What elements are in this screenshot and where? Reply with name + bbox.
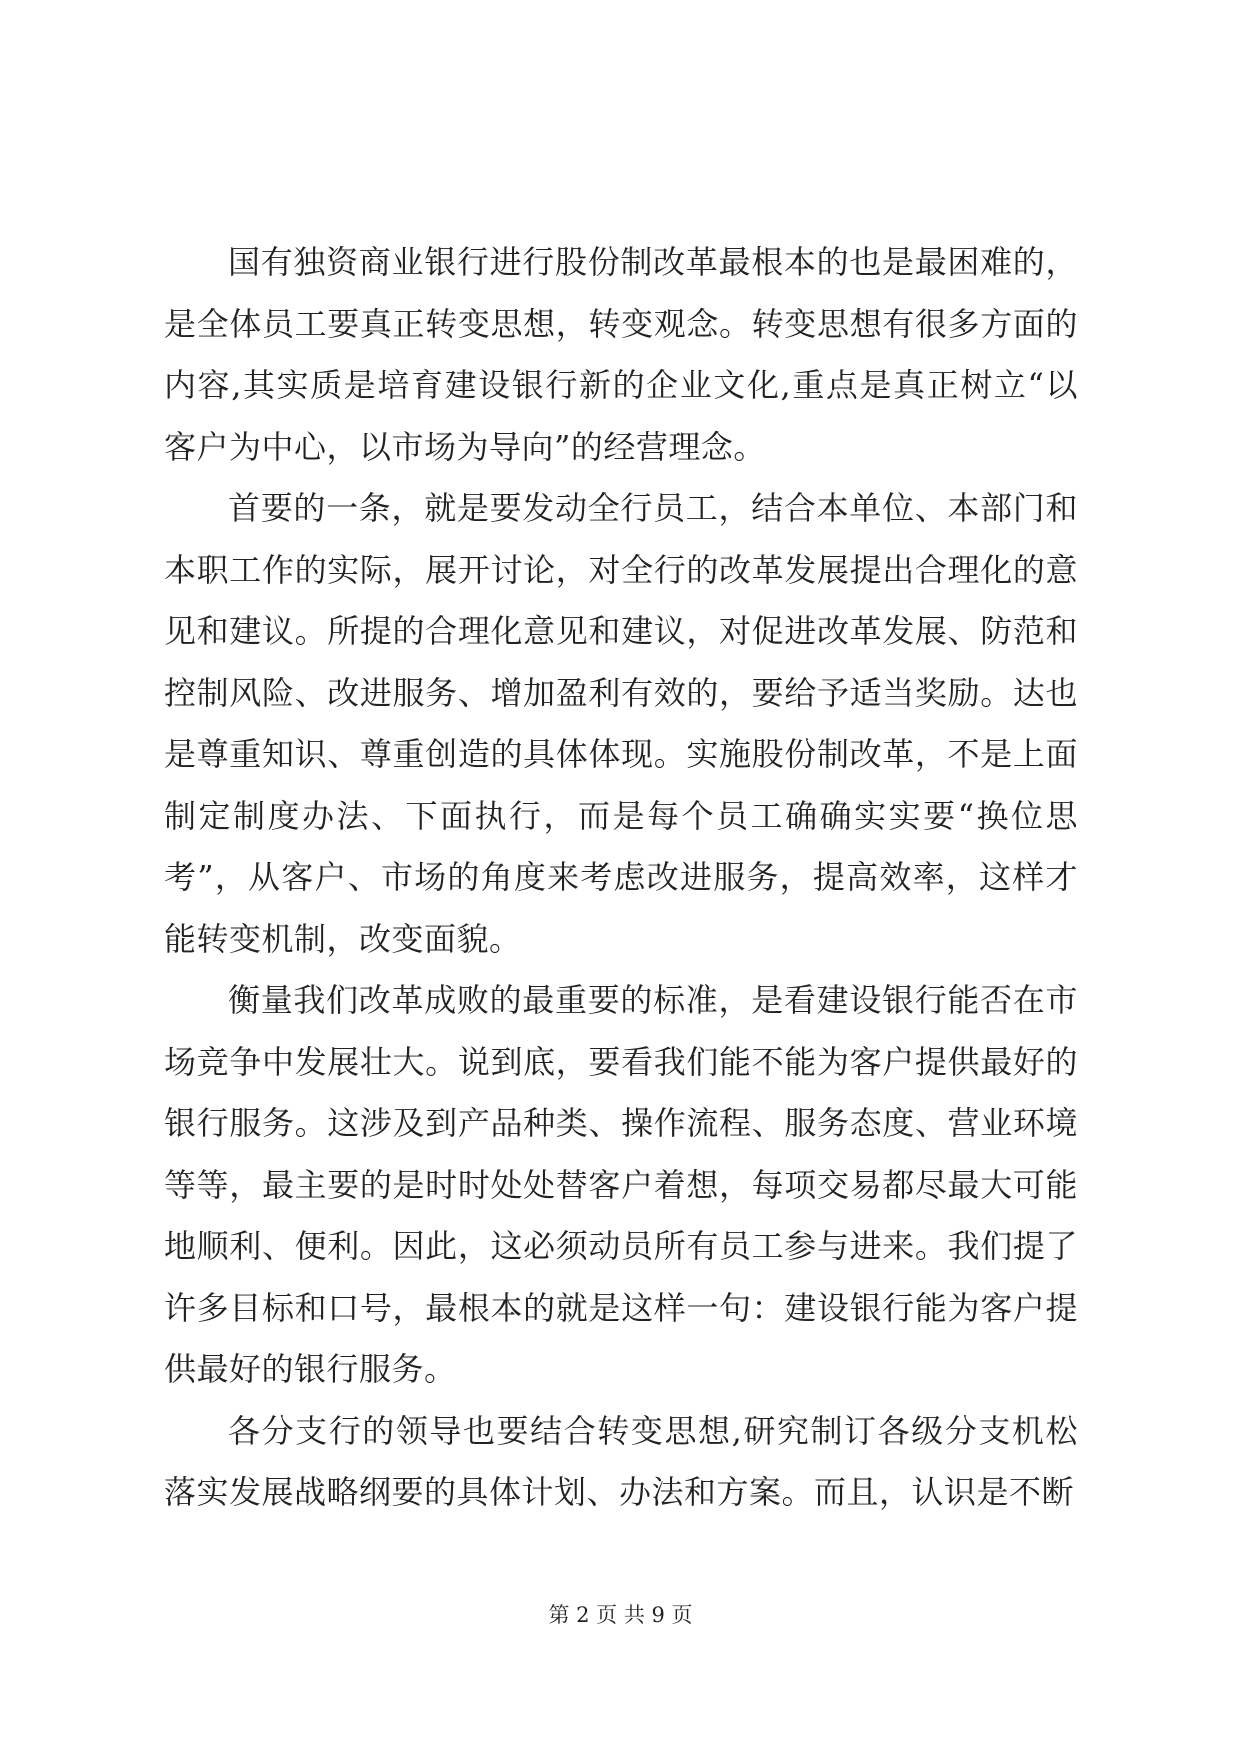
- document-body: [164, 232, 1078, 1524]
- paragraph-4: 各分支行的领导也要结合转变思想,研究制订各级分支机松落实发展战略纲要的具体计划、办法和方案。而且，认识是不断: [164, 1411, 1078, 1511]
- paragraph-1: 国有独资商业银行进行股份制改革最根本的也是最困难的，是全体员工要真正转变思想，转变观念。转变思想有很多方面的内容,其实质是培育建设银行新的企业文化,重点是真正树立“以客户为中心，以市场为导向”的经营理念。: [164, 243, 1078, 466]
- paragraph-2: 首要的一条，就是要发动全行员工，结合本单位、本部门和本职工作的实际，展开讨论，对全行的改革发展提出合理化的意见和建议。所提的合理化意见和建议，对促进改革发展、防范和控制风险、改进服务、增加盈利有效的，要给予适当奖励。达也是尊重知识、尊重创造的具体体现。实施股份制改革，不是上面制定制度办法、下面执行，而是每个员工确确实实要“换位思考”，从客户、市场的角度来考虑改进服务，提高效率，这样才能转变机制，改变面貌。: [164, 489, 1078, 958]
- page-number-footer: 第 2 页 共 9 页: [548, 1603, 693, 1627]
- paragraph-3: 衡量我们改革成败的最重要的标准，是看建设银行能否在市场竞争中发展壮大。说到底，要看我们能不能为客户提供最好的银行服务。这涉及到产品种类、操作流程、服务态度、营业环境等等，最主要的是时时处处替客户着想，每项交易都尽最大可能地顺利、便利。因此，这必须动员所有员工参与进来。我们提了许多目标和口号，最根本的就是这样一句：建设银行能为客户提供最好的银行服务。: [164, 981, 1078, 1388]
